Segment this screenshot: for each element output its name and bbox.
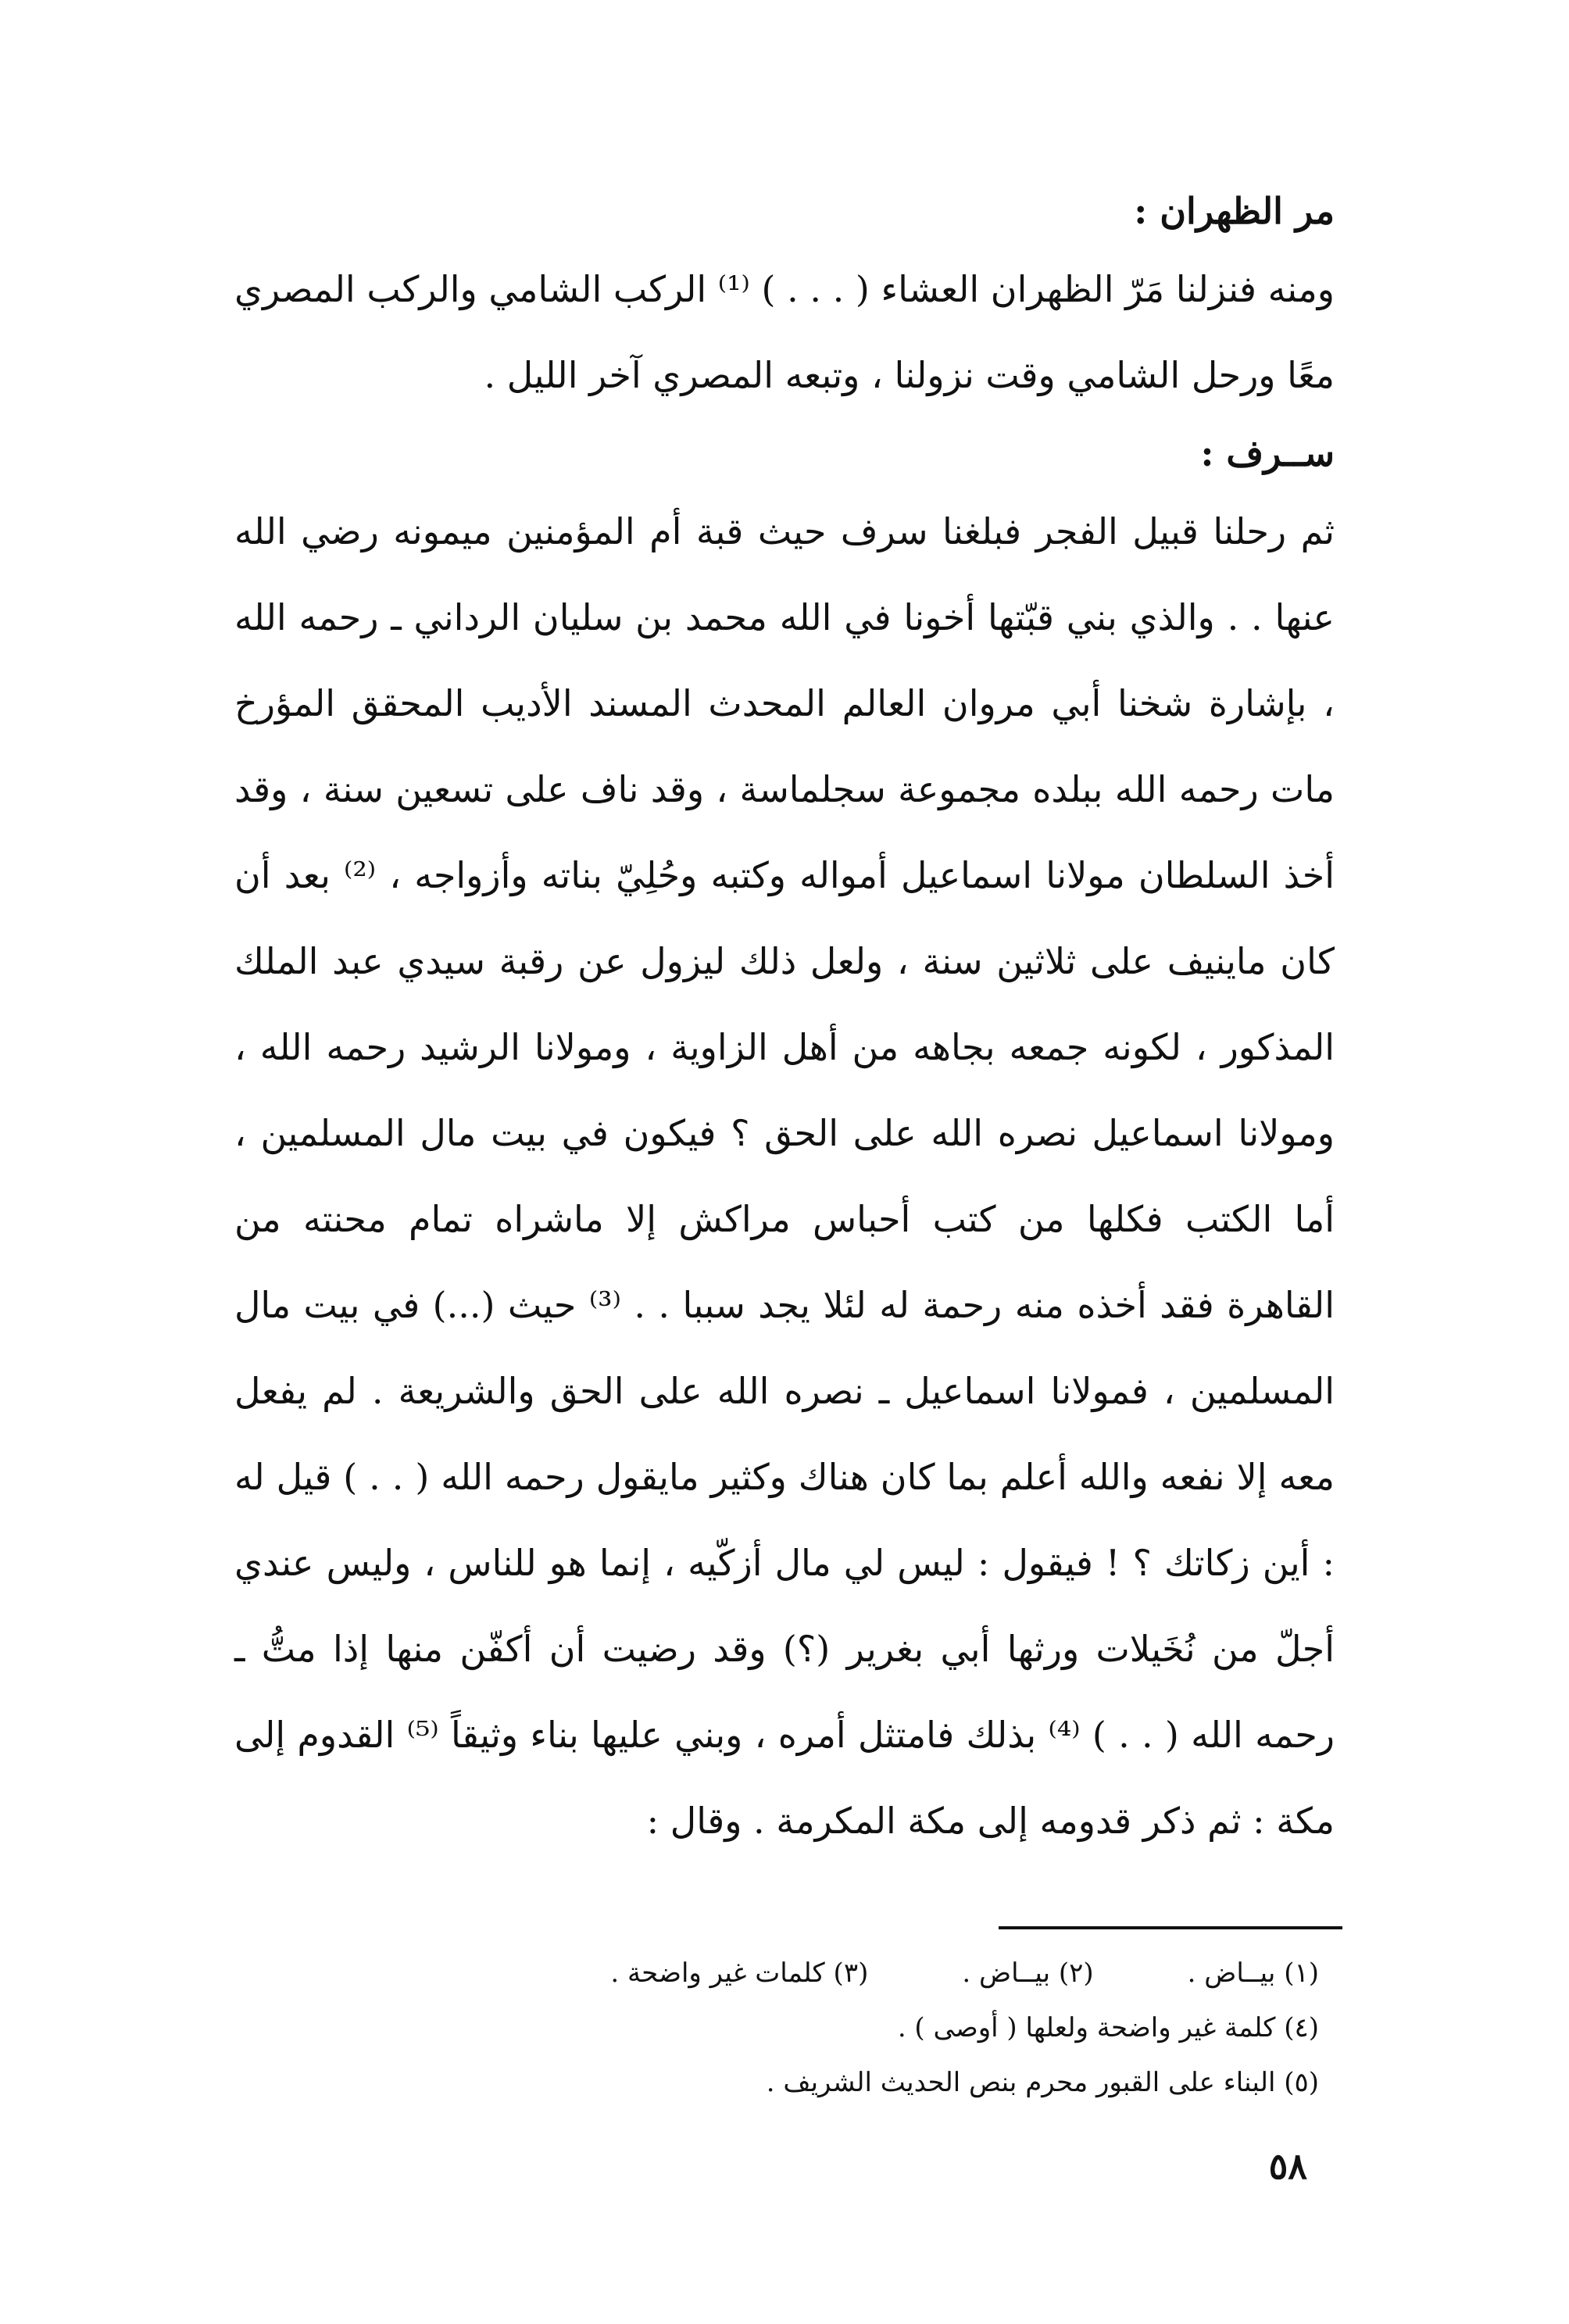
footnote-2: (٢) بيــاض . [962, 1958, 1094, 1989]
paragraph-mar-al-zahran: ومنه فنزلنا مَرّ الظهران العشاء ( . . . ) ⁽¹⁾ الركب الشامي والركب المصري معًا ورحل الشامي وقت نزولنا ، وتبعه المصري آخر الليل . [234, 268, 1335, 396]
main-text-block [234, 176, 1335, 1864]
section-heading-mar-al-zahran: مر الظهران : [1134, 190, 1335, 232]
footnotes [234, 1946, 1319, 2110]
page-number: ٥٨ [1268, 2145, 1307, 2187]
footnote-3: (٣) كلمات غير واضحة . [610, 1958, 869, 1989]
footnote-1: (١) بيــاض . [1187, 1958, 1319, 1989]
footnote-5: (٥) البناء على القبور محرم بنص الحديث الشريف . [766, 2067, 1319, 2098]
section-heading-saraf: ســرف : [1200, 432, 1335, 474]
paragraph-saraf: ثم رحلنا قبيل الفجر فبلغنا سرف حيث قبة أم المؤمنين ميمونه رضي الله عنها . . والذي بني قبّتها أخونا في الله محمد بن سليان الرداني ـ رحمه الله ، بإشارة شخنا أبي مروان العالم المحدث المسند الأديب المحقق المؤرخ مات رحمه الله ببلده مجموعة سجلماسة ، وقد ناف على تسعين سنة ، وقد أخذ السلطان مولانا اسماعيل أمواله وكتبه وحُلِيّ بناته وأزواجه ، ⁽²⁾ بعد أن كان ماينيف على ثلاثين سنة ، ولعل ذلك ليزول عن رقبة سيدي عبد الملك المذكور ، لكونه جمعه بجاهه من أهل الزاوية ، ومولانا الرشيد رحمه الله ، ومولانا اسماعيل نصره الله على الحق ؟ فيكون في بيت مال المسلمين ، أما الكتب فكلها من كتب أحباس مراكش إلا ماشراه تمام محنته من القاهرة فقد أخذه منه رحمة له لئلا يجد سببا . . ⁽³⁾ حيث (...) في بيت مال المسلمين ، فمولانا اسماعيل ـ نصره الله على الحق والشريعة . لم يفعل معه إلا نفعه والله أعلم بما كان هناك وكثير مايقول رحمه الله ( . . ) قيل له : أين زكاتك ؟ ! فيقول : ليس لي مال أزكّيه ، إنما هو للناس ، وليس عندي أجلّ من نُخَيلات ورثها أبي بغرير (؟) وقد رضيت أن أكفّن منها إذا متُّ ـ رحمه الله ( . . ) ⁽⁴⁾ بذلك فامتثل أمره ، وبني عليها بناء وثيقاً ⁽⁵⁾ القدوم إلى مكة : ثم ذكر قدومه إلى مكة المكرمة . وقال : [234, 510, 1335, 1842]
footnote-4: (٤) كلمة غير واضحة ولعلها ( أوصى ) . [897, 2012, 1319, 2043]
footnote-divider [999, 1926, 1342, 1929]
footnote-row [234, 1946, 1319, 2000]
